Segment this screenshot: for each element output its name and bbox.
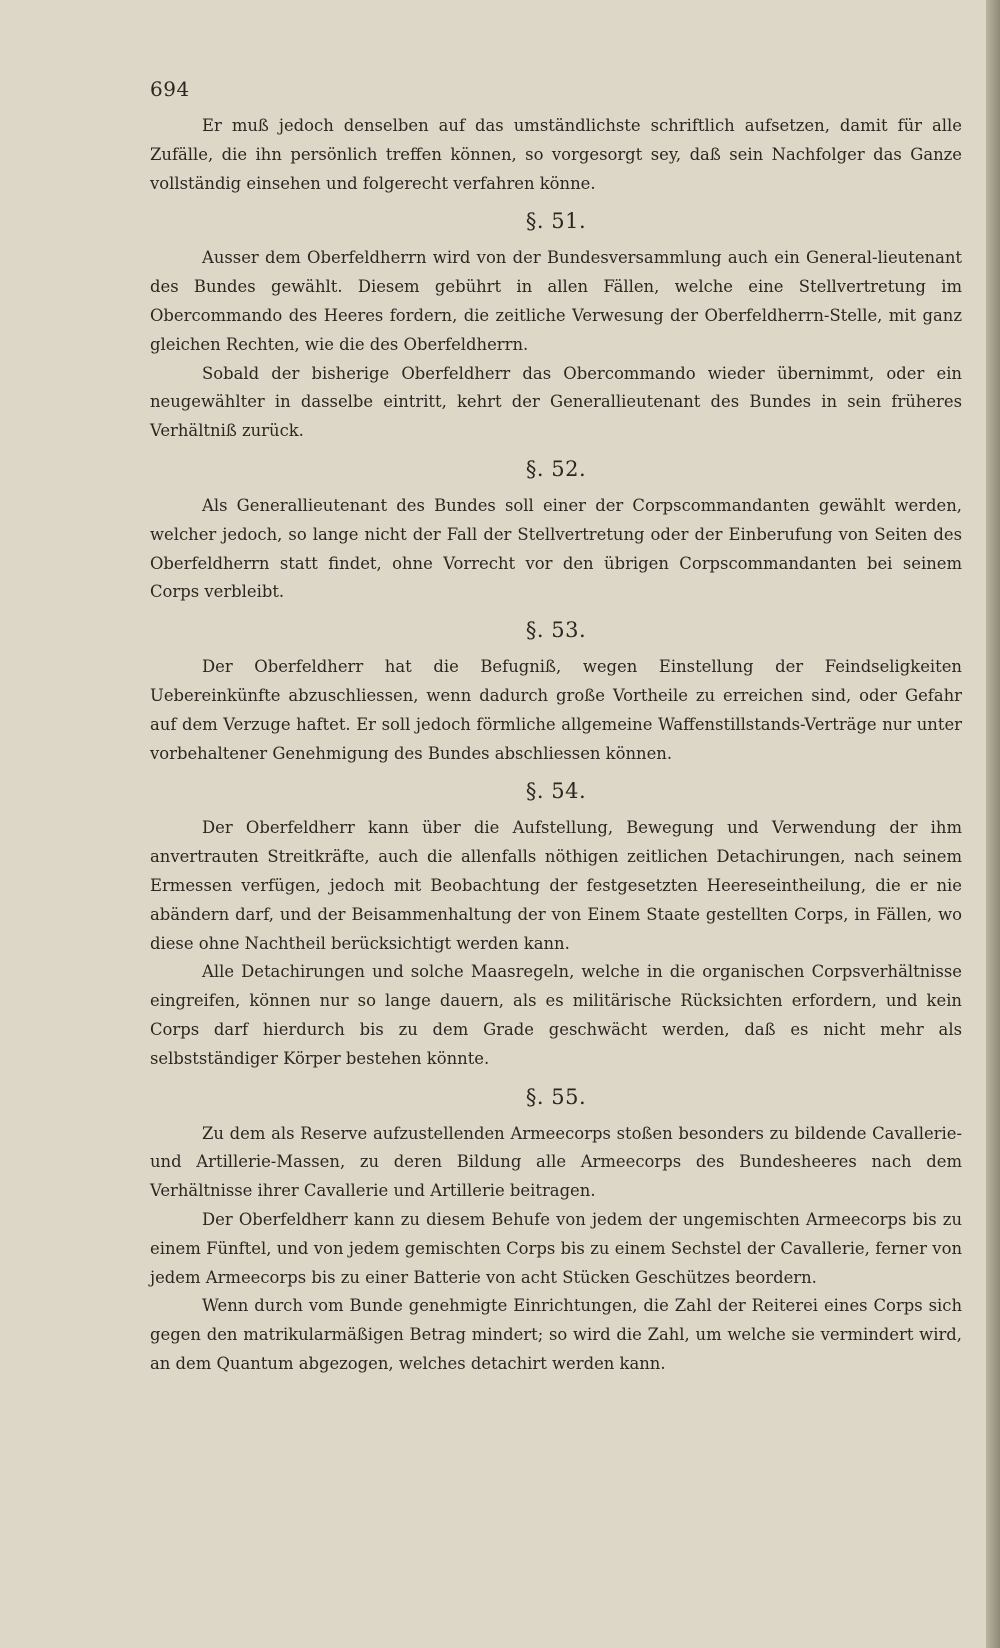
section-heading: §. 55.	[525, 1084, 587, 1109]
paragraph: Als Generallieutenant des Bundes soll einer der Corpscommandanten gewählt werden, welcher jedoch, so lange nicht der Fall der Stellvertretung oder der Einberufung von Seiten des Oberfeldherrn statt findet, ohne Vorrecht vor den übrigen Corpscommandanten bei seinem Corps verbleibt.	[150, 495, 962, 602]
page-edge	[986, 0, 1000, 1648]
paragraph: Zu dem als Reserve aufzustellenden Armeecorps stoßen besonders zu bildende Cavallerie- und Artillerie-Massen, zu deren Bildung alle Armeecorps des Bundesheeres nach dem Verhältnisse ihrer Cavallerie und Artillerie beitragen.	[150, 1123, 962, 1201]
section-heading: §. 53.	[525, 618, 587, 643]
paragraph: Ausser dem Oberfeldherrn wird von der Bundesversammlung auch ein General-lieutenant des Bundes gewählt. Diesem gebührt in allen Fällen, welche eine Stellvertretung im Obercommando des Heeres fordern, die zeitliche Verwesung der Oberfeldherrn-Stelle, mit ganz gleichen Rechten, wie die des Oberfeldherrn.	[150, 248, 962, 354]
paragraph: Der Oberfeldherr kann zu diesem Behufe von jedem der ungemischten Armeecorps bis zu einem Fünftel, und von jedem gemischten Corps bis zu einem Sechstel der Cavallerie, ferner von jedem Armeecorps bis zu einer Batterie von acht Stücken Geschützes beordern.	[150, 1209, 962, 1287]
paragraph: Der Oberfeldherr hat die Befugniß, wegen Einstellung der Feindseligkeiten Uebereinkünfte abzuschliessen, wenn dadurch große Vortheile zu erreichen sind, oder Gefahr auf dem Verzuge haftet. Er soll jedoch förmliche allgemeine Waffenstillstands-Verträge nur unter vorbehaltener Genehmigung des Bundes abschliessen können.	[150, 657, 962, 763]
page-body	[150, 112, 962, 1379]
paragraph: Alle Detachirungen und solche Maasregeln, welche in die organischen Corpsverhältnisse eingreifen, können nur so lange dauern, als es militärische Rücksichten erfordern, und kein Corps darf hierdurch bis zu dem Grade geschwächt werden, daß es nicht mehr als selbstständiger Körper bestehen könnte.	[150, 962, 962, 1068]
section-heading: §. 51.	[525, 209, 587, 234]
page-number: 694	[150, 77, 190, 101]
paragraph: Sobald der bisherige Oberfeldherr das Obercommando wieder übernimmt, oder ein neugewählter in dasselbe eintritt, kehrt der Generallieutenant des Bundes in sein früheres Verhältniß zurück.	[150, 363, 962, 441]
paragraph: Wenn durch vom Bunde genehmigte Einrichtungen, die Zahl der Reiterei eines Corps sich gegen den matrikularmäßigen Betrag mindert; so wird die Zahl, um welche sie vermindert wird, an dem Quantum abgezogen, welches detachirt werden kann.	[150, 1296, 962, 1373]
paragraph: Der Oberfeldherr kann über die Aufstellung, Bewegung und Verwendung der ihm anvertrauten Streitkräfte, auch die allenfalls nöthigen zeitlichen Detachirungen, nach seinem Ermessen verfügen, jedoch mit Beobachtung der festgesetzten Heereseintheilung, die er nie abändern darf, und der Beisammenhaltung der von Einem Staate gestellten Corps, in Fällen, wo diese ohne Nachtheil berücksichtigt werden kann.	[150, 818, 962, 953]
paragraph: Er muß jedoch denselben auf das umständlichste schriftlich aufsetzen, damit für alle Zufälle, die ihn persönlich treffen können, so vorgesorgt sey, daß sein Nachfolger das Ganze vollständig einsehen und folgerecht verfahren könne.	[150, 116, 962, 193]
section-heading: §. 54.	[525, 779, 587, 804]
section-heading: §. 52.	[525, 456, 587, 481]
